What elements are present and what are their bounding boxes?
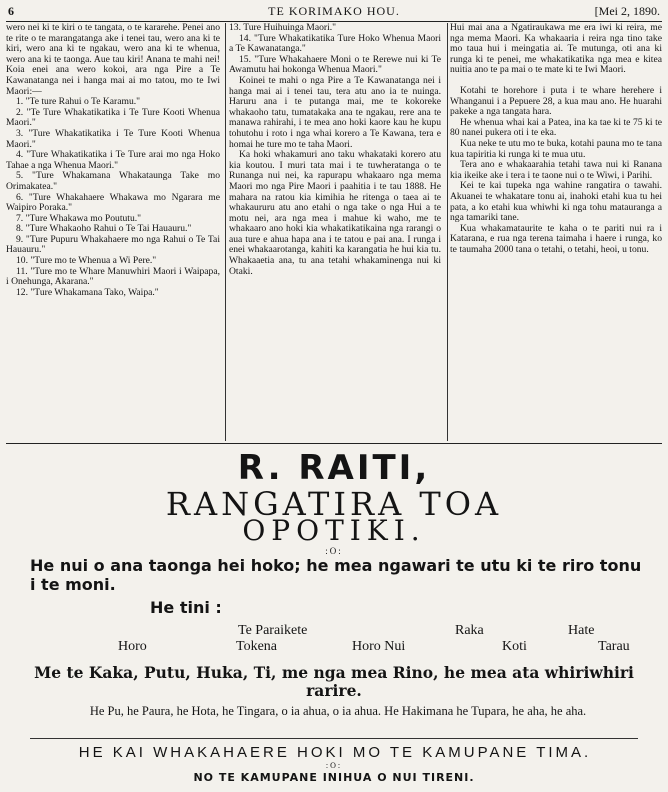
ornament-divider: :O: <box>325 761 343 770</box>
ornament-divider: :O: <box>325 546 343 556</box>
advert-insurance: NO TE KAMUPANE INIHUA O NUI TIRENI. <box>193 771 475 784</box>
advert-location: OPOTIKI. <box>242 514 426 547</box>
advert-tagline: He nui o ana taonga hei hoko; he mea ngawari te utu ki te riro tonu i te moni. <box>30 556 642 594</box>
advert-subtitle: RANGATIRA TOA <box>165 485 503 523</box>
goods-item: Raka <box>455 623 484 638</box>
paragraph: 1. "Te ture Rahui o Te Karamu." <box>16 96 141 108</box>
paragraph: He whenua whai kai a Patea, ina ka tae ki te 75 ki te 80 nanei pukera oti i te eka. <box>450 116 662 139</box>
paragraph: Hui mai ana a Ngatiraukawa me era iwi ki reira, me nga mema Maori. Ka whakaaria i reira nga tino take mo taua hui i meingatia ai. Te mutunga, oti ana ki runga ki te penei, me whakatikatika nga mea e kitea nuitia ano te pa mai o te mate ki te Iwi Maori. <box>450 23 662 76</box>
paragraph: Koinei te mahi o nga Pire a Te Kawanatanga nei i hanga mai ai i tenei tau, tera atu ano ia te nuinga. Haruru ana i te putanga mai, me te kokoreke whakaoho tatu, tumatakaka ana te ngakau, rere ana te manawa rahirahi, i te mea ano hoki kaore kau he kupu tohutohu i roto i nga whai korero a Te Kawana, tera e homai he ture mo te taha Maori. <box>229 74 441 150</box>
paragraph: Kua whakamataurite te kaha o te pariti nui ra i Katarana, e rua nga terena taimaha i haere i runga, ko te taumaha 2000 tana o tetahi, o tetahi, heoi, u tonu. <box>450 222 662 255</box>
goods-item: Hate <box>568 623 595 638</box>
advert-he-tini: He tini : <box>150 598 222 617</box>
paragraph: 13. Ture Huihuinga Maori." <box>229 23 337 33</box>
column-divider <box>447 23 448 441</box>
paragraph: Ka hoki whakamuri ano taku whakataki korero atu kia koutou. I muri tata mai i te tuwheratanga o te Runanga nui nei, ka rapurapu whakaaro nga mema Maori mo nga Pire Maori i paahitia i te tau 1888. He mahara na ratou kia kimihia he ritenga o taea ai te whakaururu atu ano etahi o nga take o nga Hui a te motu nei, ara nga mea i mahue ki waho, me te whakaaro ano hoki kia whakatikatikaina nga rarangi o aua ture e ahua hapa ana i te tatou e pai ana. I runga i enei whakaarotanga, kahiti ka karangatia he hui kia tu. Whakaaetia ana, tu ana tetahi whakaminenga nui ki Otaki. <box>229 149 441 277</box>
column-2 <box>229 23 441 443</box>
paragraph: 12. "Ture Whakamana Tako, Waipa." <box>16 286 159 298</box>
advert-agency: HE KAI WHAKAHAERE HOKI MO TE KAMUPANE TIMA. <box>78 744 592 761</box>
page-number: 6 <box>8 4 14 18</box>
paragraph: 6. "Ture Whakahaere Whakawa mo Ngarara me Waipiro Poraka." <box>6 191 220 214</box>
column-divider <box>225 23 226 441</box>
goods-item: Horo <box>118 639 147 654</box>
article-columns <box>6 23 662 443</box>
paragraph: 5. "Ture Whakamana Whakataunga Take mo Orimakatea." <box>6 170 220 192</box>
goods-item: Te Paraikete <box>238 623 308 638</box>
paragraph: 4. "Ture Whakatikatika i Te Ture arai mo nga Hoko Tahae a nga Whenua Maori." <box>6 149 220 171</box>
paragraph: 9. "Ture Pupuru Whakahaere mo nga Rahui o Te Tai Hauauru." <box>6 233 220 256</box>
paragraph: 11. "Ture mo te Whare Manuwhiri Maori i Waipapa, i Onehunga, Akarana." <box>6 265 220 288</box>
paragraph: Kotahi te horehore i puta i te whare herehere i Whanganui i a Pepuere 28, a kua mau ano. He huarahi pakeke a nga tangata hara. <box>450 84 662 118</box>
goods-item: Tokena <box>236 639 278 654</box>
issue-date: [Mei 2, 1890. <box>594 4 660 18</box>
paragraph: 2. "Te Ture Whakatikatika i Te Ture Kooti Whenua Maori." <box>6 106 220 129</box>
paragraph: 15. "Ture Whakahaere Moni o te Rerewe nui ki Te Awamutu hai hokonga Whenua Maori." <box>229 53 441 76</box>
column-1 <box>6 23 220 443</box>
paragraph: 7. "Ture Whakawa mo Poututu." <box>16 212 142 224</box>
paragraph: Kua neke te utu mo te buka, kotahi pauna mo te tana kua tapiritia ki runga ki te mua utu. <box>450 137 662 160</box>
paragraph: Tera ano e whakaarahia tetahi tawa nui ki Ranana kia ikeike ake i tera i te taone nui o te Wiwi, i Parihi. <box>450 159 662 181</box>
column-3 <box>450 23 662 443</box>
advert-firearms: He Pu, he Paura, he Hota, he Tingara, o ia ahua, o ia ahua. He Hakimana he Tupara, he aha, he aha. <box>89 704 587 718</box>
advert-goods-list: Me te Kaka, Putu, Huka, Ti, me nga mea Rino, he mea ata whiriwhiri rarire. <box>34 663 634 700</box>
paragraph: wero nei ki te kiri o te tangata, o te kararehe. Penei ano te rite o te marangatanga ake i tenei tau, wero ana ki te kiri, wero ana ki te ngakau, wero ana ki te whenua, wero ana ki te taonga. Aue tau kiri! Anana te mahi nei! Koia enei ana wero kokoi, ara nga Pire a Te Kawanatanga nei i hanga mai ai mo tatou, mo te Iwi Maori:— <box>6 23 220 97</box>
header-rule <box>6 21 662 22</box>
paragraph: 14. "Ture Whakatikatika Ture Hoko Whenua Maori a Te Kawanatanga." <box>229 32 441 55</box>
advert-rule <box>30 738 638 739</box>
paragraph: 8. "Ture Whakaoho Rahui o Te Tai Hauauru." <box>16 223 192 235</box>
advert-top-rule <box>6 443 662 444</box>
paragraph: 3. "Ture Whakatikatika i Te Ture Kooti Whenua Maori." <box>6 127 220 150</box>
paragraph: 10. "Ture mo te Whenua a Wi Pere." <box>16 255 157 267</box>
goods-item: Koti <box>502 639 527 654</box>
goods-item: Tarau <box>598 639 630 654</box>
page-header <box>6 4 662 20</box>
paragraph: Kei te kai tupeka nga wahine rangatira o tawahi. Akuanei te whakatare tonu ai, inahoki etahi kua tu hei pata, a ko etahi kua whiwhi ki nga tohu matauranga a nga tamariki tane. <box>450 180 662 224</box>
masthead-title: TE KORIMAKO HOU. <box>268 4 400 18</box>
goods-item: Horo Nui <box>352 639 406 654</box>
advert-merchant-name: R. RAITI, <box>237 448 431 488</box>
